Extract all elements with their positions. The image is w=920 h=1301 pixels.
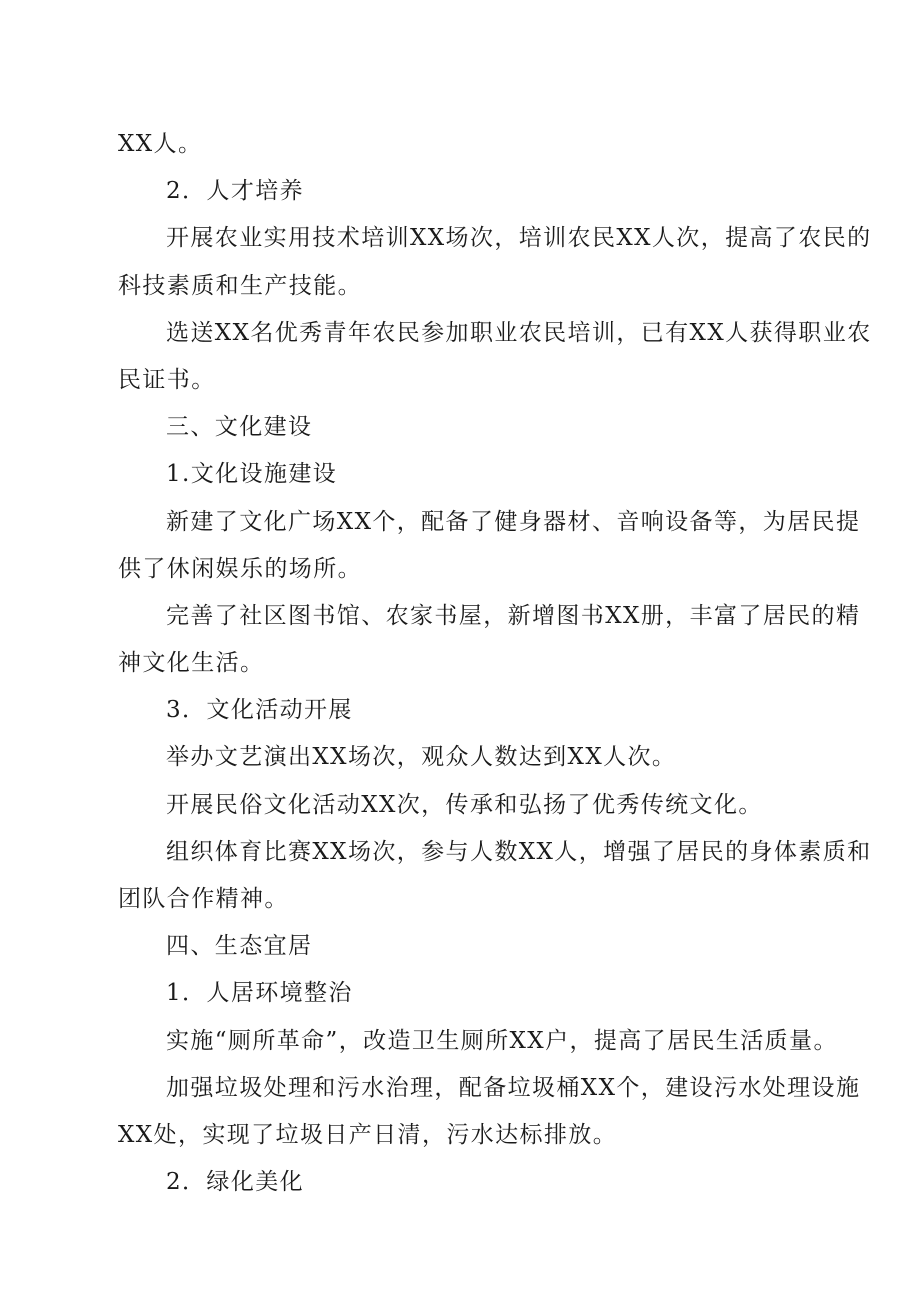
section-heading: 2．绿化美化 <box>166 1169 305 1196</box>
text-line: 团队合作精神。 <box>118 886 289 912</box>
section-heading: 1.文化设施建设 <box>166 461 338 488</box>
section-heading: 3．文化活动开展 <box>166 697 353 724</box>
text-line: 选送XX名优秀青年农民参加职业农民培训，已有XX人获得职业农 <box>166 319 872 346</box>
text-line: 民证书。 <box>118 366 216 393</box>
text-line: 供了休闲娱乐的场所。 <box>118 555 362 582</box>
text-line: XX处，实现了垃圾日产日清，污水达标排放。 <box>118 1121 618 1148</box>
text-line: 完善了社区图书馆、农家书屋，新增图书XX册，丰富了居民的精 <box>166 602 861 629</box>
text-line: 新建了文化广场XX个，配备了健身器材、音响设备等，为居民提 <box>166 508 861 535</box>
chapter-heading: 四、生态宜居 <box>166 933 313 960</box>
text-line: XX人。 <box>118 131 203 157</box>
chapter-heading: 三、文化建设 <box>166 414 313 441</box>
text-line: 开展农业实用技术培训XX场次，培训农民XX人次，提高了农民的 <box>166 225 872 252</box>
text-line: 组织体育比赛XX场次，参与人数XX人，增强了居民的身体素质和 <box>166 838 872 865</box>
text-line: 神文化生活。 <box>118 650 265 677</box>
text-line: 加强垃圾处理和污水治理，配备垃圾桶XX个，建设污水处理设施 <box>166 1074 861 1101</box>
text-line: 举办文艺演出XX场次，观众人数达到XX人次。 <box>166 744 677 771</box>
section-heading: 1．人居环境整治 <box>166 980 353 1007</box>
text-line: 实施“厕所革命”，改造卫生厕所XX户，提高了居民生活质量。 <box>166 1027 838 1054</box>
text-line: 科技素质和生产技能。 <box>118 272 362 299</box>
text-line: 开展民俗文化活动XX次，传承和弘扬了优秀传统文化。 <box>166 791 763 818</box>
section-heading: 2．人才培养 <box>166 178 305 205</box>
